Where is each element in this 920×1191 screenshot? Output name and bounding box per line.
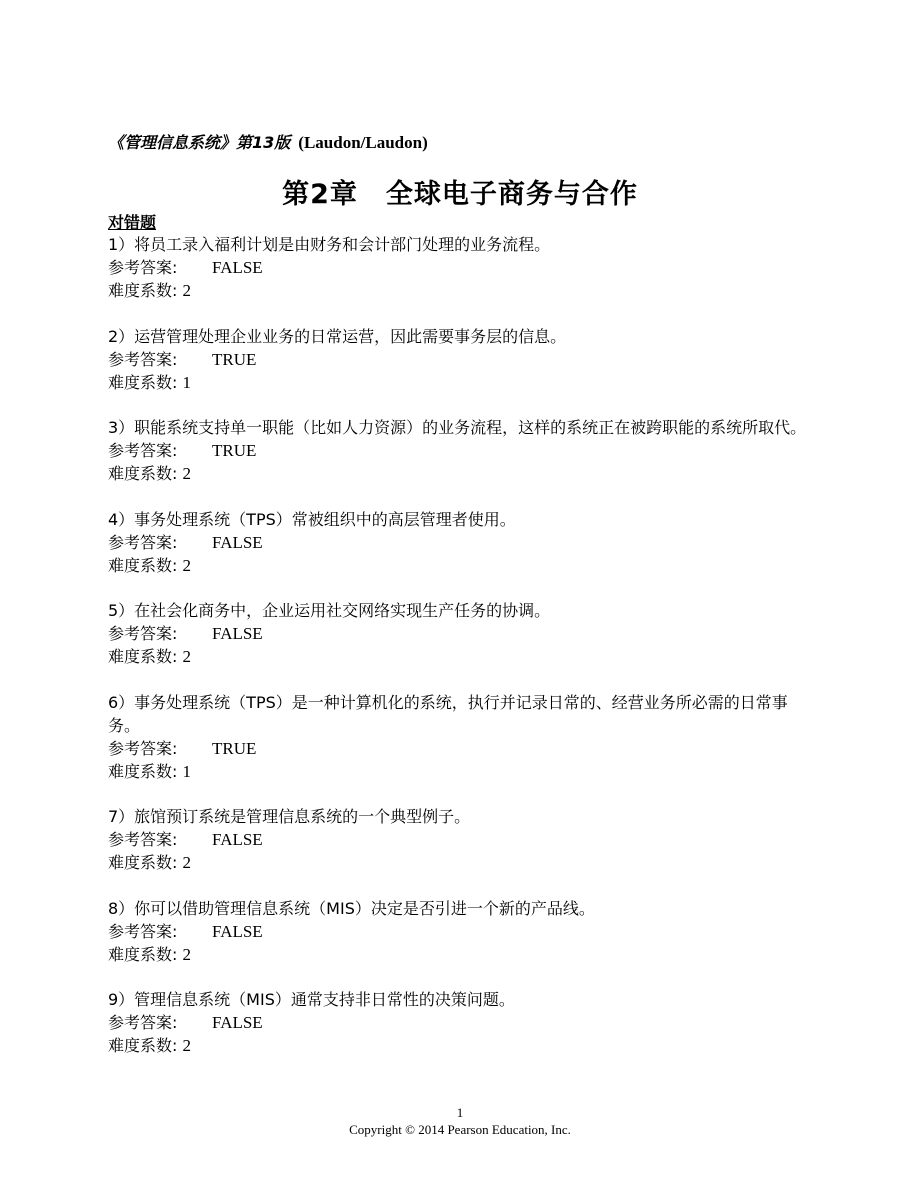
copyright-notice: Copyright © 2014 Pearson Education, Inc. xyxy=(349,1122,571,1137)
question-item xyxy=(108,988,818,1057)
difficulty-label: 难度系数: xyxy=(108,647,178,666)
answer-label: 参考答案: xyxy=(108,349,178,369)
answer-value: FALSE xyxy=(212,830,263,849)
book-authors: (Laudon/Laudon) xyxy=(298,133,428,152)
answer-value: FALSE xyxy=(212,624,263,643)
difficulty-value: 1 xyxy=(182,761,191,781)
question-list xyxy=(108,233,818,1080)
answer-value: TRUE xyxy=(212,349,257,369)
difficulty-label: 难度系数: xyxy=(108,372,178,392)
book-title: 《管理信息系统》第13版 xyxy=(108,133,291,152)
answer-label: 参考答案: xyxy=(108,624,178,643)
document-header xyxy=(108,130,428,153)
difficulty-value: 2 xyxy=(182,944,191,964)
question-text: 7）旅馆预订系统是管理信息系统的一个典型例子。 xyxy=(108,807,471,826)
difficulty-value: 2 xyxy=(182,464,191,483)
difficulty-value: 1 xyxy=(182,372,191,392)
difficulty-value: 2 xyxy=(182,281,191,300)
difficulty-value: 2 xyxy=(182,647,191,666)
question-item xyxy=(108,325,818,394)
difficulty-value: 2 xyxy=(182,853,191,872)
answer-value: FALSE xyxy=(212,532,263,552)
question-item xyxy=(108,599,818,668)
section-title: 对错题 xyxy=(108,213,157,232)
chapter-title: 第2章 全球电子商务与合作 xyxy=(282,179,638,210)
difficulty-label: 难度系数: xyxy=(108,555,178,575)
answer-label: 参考答案: xyxy=(108,738,178,758)
answer-label: 参考答案: xyxy=(108,441,178,460)
answer-value: TRUE xyxy=(212,441,257,460)
question-text: 1）将员工录入福利计划是由财务和会计部门处理的业务流程。 xyxy=(108,235,551,254)
difficulty-label: 难度系数: xyxy=(108,853,178,872)
difficulty-value: 2 xyxy=(182,1036,191,1055)
question-text: 8）你可以借助管理信息系统（MIS）决定是否引进一个新的产品线。 xyxy=(108,898,595,918)
question-text: 6）事务处理系统（TPS）是一种计算机化的系统，执行并记录日常的、经营业务所必需的日常事务。 xyxy=(108,692,788,735)
answer-label: 参考答案: xyxy=(108,1013,178,1032)
question-text: 2）运营管理处理企业业务的日常运营，因此需要事务层的信息。 xyxy=(108,326,567,346)
difficulty-label: 难度系数: xyxy=(108,281,178,300)
question-item xyxy=(108,805,818,874)
answer-value: FALSE xyxy=(212,258,263,277)
question-item xyxy=(108,416,818,485)
answer-label: 参考答案: xyxy=(108,921,178,941)
difficulty-label: 难度系数: xyxy=(108,464,178,483)
question-item xyxy=(108,691,818,783)
difficulty-label: 难度系数: xyxy=(108,1036,178,1055)
question-text: 5）在社会化商务中，企业运用社交网络实现生产任务的协调。 xyxy=(108,601,551,620)
answer-value: FALSE xyxy=(212,1013,263,1032)
question-item xyxy=(108,897,818,966)
page-footer xyxy=(0,1104,920,1138)
question-text: 3）职能系统支持单一职能（比如人力资源）的业务流程，这样的系统正在被跨职能的系统所取代。 xyxy=(108,418,807,437)
question-text: 9）管理信息系统（MIS）通常支持非日常性的决策问题。 xyxy=(108,990,515,1009)
question-item xyxy=(108,508,818,577)
difficulty-label: 难度系数: xyxy=(108,761,178,781)
difficulty-value: 2 xyxy=(182,555,191,575)
answer-label: 参考答案: xyxy=(108,830,178,849)
answer-label: 参考答案: xyxy=(108,258,178,277)
answer-label: 参考答案: xyxy=(108,532,178,552)
question-text: 4）事务处理系统（TPS）常被组织中的高层管理者使用。 xyxy=(108,509,516,529)
question-item xyxy=(108,233,818,302)
difficulty-label: 难度系数: xyxy=(108,944,178,964)
answer-value: FALSE xyxy=(212,921,263,941)
page-number: 1 xyxy=(456,1105,464,1120)
answer-value: TRUE xyxy=(212,738,257,758)
